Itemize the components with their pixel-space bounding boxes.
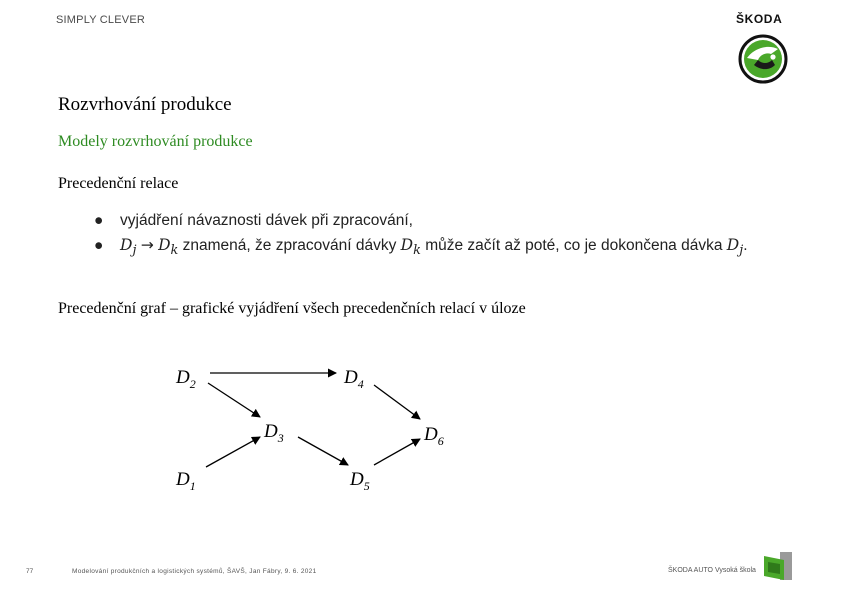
edge-d4-d6 [374,385,420,419]
graph-node-d6: $D_6$ [424,424,444,448]
brand-wordmark: ŠKODA [736,12,783,26]
math-var: D [400,236,414,254]
page-number: 77 [26,568,34,575]
section-heading-precedence-graph: Precedenční graf – grafické vyjádření všech precedenčních relací v úloze [58,300,526,317]
edge-d2-d3 [208,383,260,417]
slide-subtitle: Modely rozvrhování produkce [58,133,253,150]
graph-nodes [175,367,444,493]
footer-school-name: ŠKODA AUTO Vysoká škola [668,567,756,574]
graph-node-d5: $D_5$ [350,469,370,493]
graph-node-d2: $D_2$ [176,367,196,391]
bullet-text: znamená, že zpracování dávky [178,237,401,254]
bullet-text: může začít až poté, co je dokončena dávka [420,237,727,254]
edge-d3-d5 [298,437,348,465]
tagline: SIMPLY CLEVER [56,14,146,26]
graph-node-d3: $D_3$ [264,421,284,445]
edge-d1-d3 [206,437,260,467]
school-logo-icon [762,550,796,582]
graph-edges [206,373,420,467]
slide-title: Rozvrhování produkce [58,94,232,115]
bullet-text: vyjádření návaznosti dávek při zpracování, [120,212,413,229]
footer-citation: Modelování produkčních a logistických systémů, ŠAVŠ, Jan Fábry, 9. 6. 2021 [72,568,317,575]
precedence-graph [160,355,470,495]
math-var: D [158,236,171,254]
graph-node-d4: $D_4$ [344,367,364,391]
bullet-item [92,233,792,263]
math-var: D [726,236,740,254]
bullet-text: . [743,237,748,254]
skoda-logo-icon [738,34,788,84]
bullet-item [92,208,792,233]
edge-d5-d6 [374,439,420,465]
math-sub: j [132,243,137,259]
bullet-dot-icon: ● [94,237,104,254]
bullet-list [92,208,792,263]
bullet-dot-icon: ● [94,212,104,229]
math-sub: j [739,243,744,259]
math-sub: k [170,243,179,259]
math-sub: k [413,243,421,259]
math-var: D [120,236,133,254]
graph-node-d1: $D_1$ [176,469,196,493]
arrow-symbol: → [140,236,154,254]
section-heading-precedence-relation: Precedenční relace [58,175,179,192]
